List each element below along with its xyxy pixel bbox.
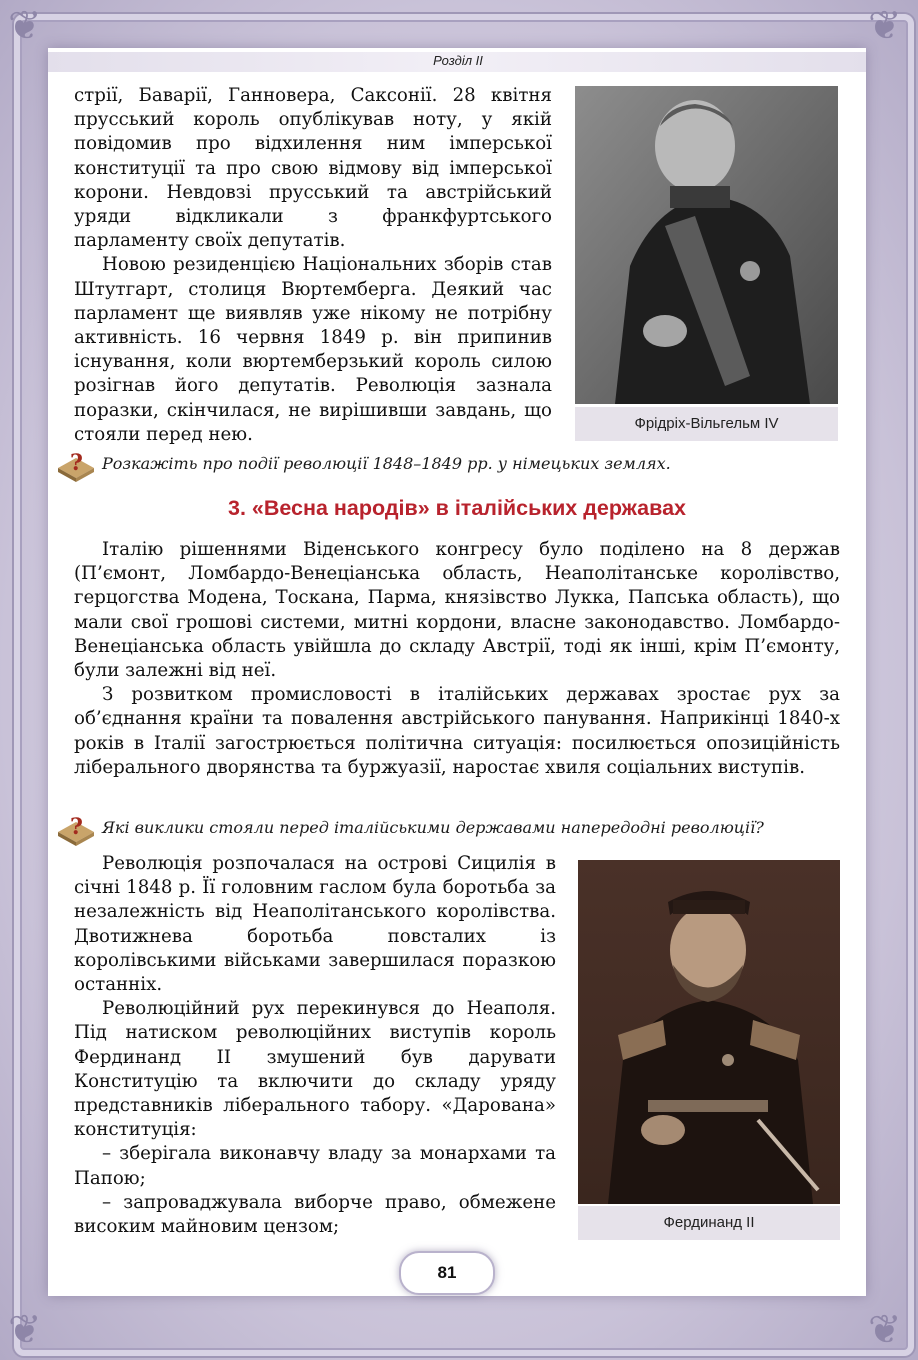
section-label: Розділ II xyxy=(433,53,483,68)
paragraph: Революція розпочалася на острові Сицилія в січні 1848 р. Її головним гаслом була боротьба за незалежність від Неаполітанського королівства. Двотижнева боротьба повсталих із королівськими військами завершилася поразкою останніх. xyxy=(74,853,556,996)
section-heading: 3. «Весна народів» в італійських державах xyxy=(228,496,686,520)
corner-ornament-bottom-right: ❦ xyxy=(868,1307,902,1353)
corner-ornament-top-right: ❦ xyxy=(868,3,902,49)
list-item: – зберігала виконавчу владу за монархами та Папою; xyxy=(74,1143,556,1189)
caption-ferdinand-ii: Фердинанд II xyxy=(578,1206,840,1240)
question-text: Які виклики стояли перед італійськими державами напередодні революції? xyxy=(102,818,764,837)
portrait-friedrich-wilhelm-iv xyxy=(575,86,838,404)
svg-text:?: ? xyxy=(70,814,83,840)
svg-text:?: ? xyxy=(70,450,83,476)
corner-ornament-top-left: ❦ xyxy=(8,3,42,49)
question-row xyxy=(56,812,856,846)
portrait-image xyxy=(578,860,840,1204)
text-block-1 xyxy=(74,84,552,447)
paragraph: Італію рішеннями Віденського конгресу було поділено на 8 держав (П’ємонт, Ломбардо-Венеціанська область, Неаполітанське королівство, герцогства Модена, Тоскана, Парма, князівство Лукка, Папська область), що мали свої грошові системи, митні кордони, власне законодавство. Ломбардо-Венеціанська область увійшла до складу Австрії, тоді як інші, крім П’ємонту, були залежні від неї. xyxy=(74,539,840,682)
portrait-image xyxy=(575,86,838,404)
caption-friedrich-wilhelm-iv: Фрідріх-Вільгельм IV xyxy=(575,407,838,441)
text-block-3 xyxy=(74,852,556,1239)
paragraph: Революційний рух перекинувся до Неаполя. Під натиском революційних виступів король Фердинанд II змушений був дарувати Конституцію та включити до складу уряду представників ліберального табору. «Дарована» конституція: xyxy=(74,998,556,1141)
list-item: – запроваджувала виборче право, обмежене високим майновим цензом; xyxy=(74,1191,556,1238)
corner-ornament-bottom-left: ❦ xyxy=(8,1307,42,1353)
question-mark-icon xyxy=(56,448,96,482)
question-row xyxy=(56,448,856,482)
paragraph: Новою резиденцією Національних зборів став Штутгарт, столиця Вюртемберга. Деякий час парламент ще виявляв уже нікому не потрібну активність. 16 червня 1849 р. він припинив існування, коли вюртемберзький король силою розігнав його депутатів. Революція зазнала поразки, скінчилася, не вирішивши завдань, що стояли перед нею. xyxy=(74,254,552,445)
paragraph: З розвитком промисловості в італійських державах зростає рух за об’єднання країни та повалення австрійського панування. Наприкінці 1840-х років в Італії загострюється політична ситуація: посилюється опозиційність ліберального дворянства та буржуазії, наростає хвиля соціальних виступів. xyxy=(74,684,840,778)
page-number: 81 xyxy=(399,1251,495,1295)
question-text: Розкажіть про події революції 1848–1849 рр. у німецьких землях. xyxy=(102,454,671,473)
text-block-2 xyxy=(74,538,840,780)
portrait-ferdinand-ii xyxy=(578,860,840,1204)
paragraph: стрії, Баварії, Ганновера, Саксонії. 28 квітня прусський король опублікував ноту, у якій повідомив про відхилення ним імперської конституції та про свою відмову від імперської корони. Невдовзі прусський та австрійський уряди відкликали з франкфуртського парламенту своїх депутатів. xyxy=(74,85,552,252)
question-mark-icon xyxy=(56,812,96,846)
